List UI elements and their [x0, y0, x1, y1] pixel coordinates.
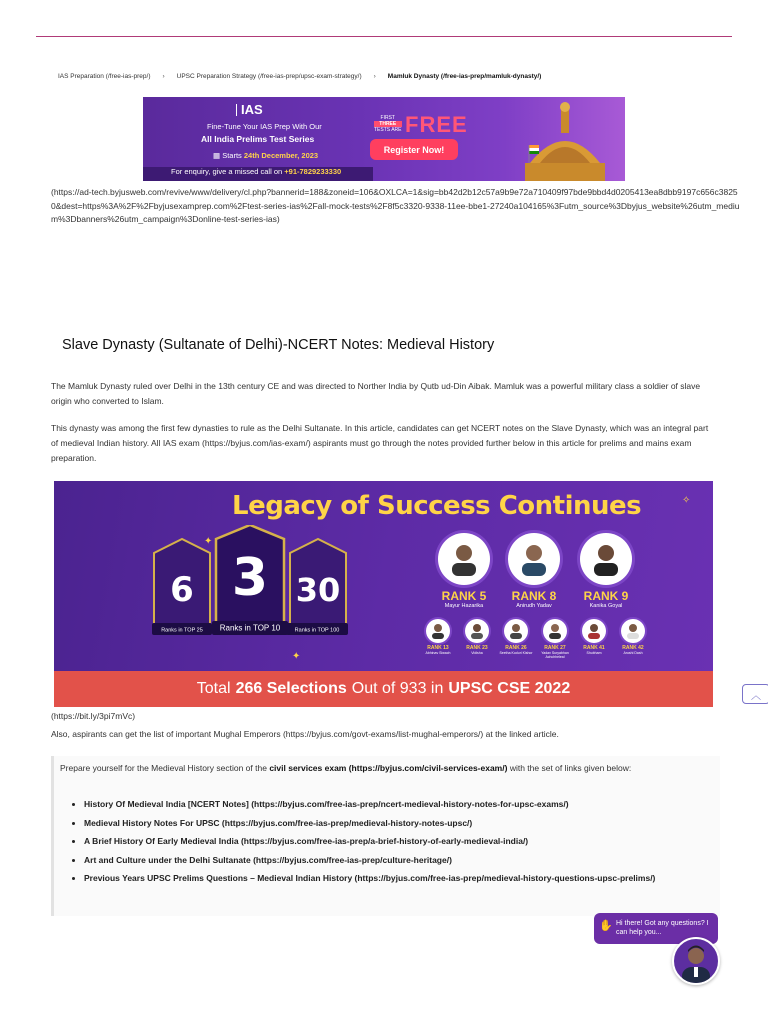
ranker-avatar [582, 619, 606, 643]
topper-avatar [508, 533, 560, 585]
chevron-up-icon: ︿ [751, 690, 761, 702]
assistant-person-icon [674, 939, 718, 983]
ranker-avatar [543, 619, 567, 643]
list-item-link[interactable]: • A Brief History Of Early Medieval India (https://byjus.com/free-ias-prep/a-brief-history-of-early-medieval-india/) [84, 834, 704, 850]
breadcrumb-ias-preparation[interactable]: IAS Preparation (/free-ias-prep/) [58, 73, 151, 80]
person-icon [587, 623, 601, 639]
links-intro-end: with the set of links given below: [509, 763, 632, 773]
ranker-rank: RANK 27 [544, 645, 566, 651]
links-box-intro [60, 761, 700, 776]
mughal-emperors-paragraph: Also, aspirants can get the list of important Mughal Emperors (https://byjus.com/govt-exams/list-mughal-emperors/) at the linked article. [51, 729, 559, 739]
ranker-name: Vidisha [471, 651, 483, 655]
breadcrumb-separator: › [162, 73, 165, 80]
ad-phone-number: +91-7829233330 [284, 167, 342, 176]
ranker-name: Yadav Suryabhan Achchheleal [541, 651, 569, 659]
logo-divider [236, 104, 237, 116]
banner-link[interactable]: (https://bit.ly/3pi7mVc) [51, 711, 136, 721]
ranker-name: Arushi Dash [623, 651, 643, 655]
intro-paragraph: The Mamluk Dynasty ruled over Delhi in the 13th century CE and was directed to Norther India by Qutb ud-Din Aibak. Mamluk was a powerful military class a soldier of slave origin who converted to Islam. [51, 381, 701, 406]
ranker-name: Shubham [586, 651, 602, 655]
person-icon [449, 542, 479, 576]
podium-caption-top10: Ranks in TOP 10 [219, 623, 281, 633]
medieval-history-links-list [66, 797, 704, 890]
success-banner-title: Legacy of Success Continues [232, 491, 642, 521]
register-now-button[interactable]: Register Now! [370, 139, 458, 160]
topper-avatar [438, 533, 490, 585]
dynasty-paragraph: This dynasty was among the first few dynasties to rule as the Delhi Sultanate. In this article, candidates can get NCERT notes on the Slave Dynasty, which was an integral part of medieval Indian history. All IAS exam (https://byjus.com/ias-exam/) aspirants must go through the notes provided further below in this article for prelims and mains exam preparation. [51, 423, 709, 463]
topper-card [434, 533, 494, 609]
calendar-icon: ▦ [213, 151, 221, 160]
ranker-avatar [621, 619, 645, 643]
ranker-rank: RANK 42 [622, 645, 644, 651]
person-icon [519, 542, 549, 576]
topper-name: Kanika Goyal [589, 603, 623, 609]
sparkle-icon: ✦ [292, 651, 301, 662]
ranker-card [613, 619, 653, 655]
list-item-link[interactable]: • History Of Medieval India [NCERT Notes] (https://byjus.com/free-ias-prep/ncert-medieval-history-notes-for-upsc-exams/) [84, 797, 704, 813]
podium-caption-top25: Ranks in TOP 25 [161, 627, 203, 634]
ad-starts-label: Starts [222, 151, 242, 160]
ad-delivery-link[interactable]: (https://ad-tech.byjusweb.com/revive/www/delivery/cl.php?bannerid=188&zoneid=106&OXLCA=1&sig=bb42d2b12c57a9b9e72a710409f97bde9bbd4d0205413ea8dbb9197c656c38250&dest=https%3A%2F%2Fbyjusexamprep.com%2Ftest-series-ias%2Fall-mock-tests%2F8f5c3320-9338-11ee-bbe1-27240a104165%3Futm_source%3Dbyjus_website%26utm_medium%3Dbanners%26utm_campaign%3Donline-test-series-ias) [51, 187, 740, 224]
footer-out-of: Out of 933 in [351, 680, 444, 697]
person-icon [509, 623, 523, 639]
breadcrumb [58, 73, 541, 80]
ranker-avatar [465, 619, 489, 643]
breadcrumb-separator: › [373, 73, 376, 80]
topper-rank: RANK 5 [441, 589, 487, 603]
list-item-link[interactable]: • Art and Culture under the Delhi Sultanate (https://byjus.com/free-ias-prep/culture-heritage/) [84, 853, 704, 869]
topper-name: Mayur Hazarika [444, 603, 484, 609]
article-title: Slave Dynasty (Sultanate of Delhi)-NCERT Notes: Medieval History [62, 337, 495, 353]
ad-tagline: Fine-Tune Your IAS Prep With Our [207, 122, 322, 131]
podium-value-top100: 30 [295, 571, 341, 609]
first-label: FIRST [380, 115, 395, 121]
test-series-ad-banner[interactable] [143, 97, 625, 181]
ad-start-date [213, 151, 318, 160]
breadcrumb-current: Mamluk Dynasty (/free-ias-prep/mamluk-dynasty/) [387, 73, 542, 80]
scroll-to-top-button[interactable] [742, 684, 768, 704]
first-three-tests-label [374, 115, 402, 133]
person-icon [470, 623, 484, 639]
ad-enquiry [171, 167, 341, 176]
ranker-card [418, 619, 458, 655]
topper-avatar [580, 533, 632, 585]
breadcrumb-upsc-strategy[interactable]: UPSC Preparation Strategy (/free-ias-prep/upsc-exam-strategy/) [176, 73, 362, 80]
footer-selections: 266 Selections [235, 680, 347, 697]
topper-rank: RANK 9 [583, 589, 629, 603]
sparkle-icon: ✦ [204, 536, 213, 547]
ranker-card [457, 619, 497, 655]
ranker-rank: RANK 13 [427, 645, 449, 651]
ranker-name: Seetha Koduri Kishor [499, 651, 533, 655]
footer-total-label: Total [196, 680, 231, 697]
three-label: THREE [374, 121, 402, 127]
civil-services-exam-link[interactable]: civil services exam (https://byjus.com/civil-services-exam/) [269, 763, 508, 773]
parliament-dome-illustration [515, 101, 615, 181]
medieval-history-links-box [51, 756, 720, 916]
ranker-card [574, 619, 614, 655]
podium-value-top10: 3 [231, 548, 269, 608]
person-icon [626, 623, 640, 639]
selections-footer [54, 671, 713, 707]
person-icon [591, 542, 621, 576]
sparkle-icon: ✧ [682, 495, 691, 506]
chat-assistant-avatar[interactable] [672, 937, 720, 985]
footer-exam: UPSC CSE 2022 [448, 680, 571, 697]
tests-are-label: TESTS ARE [374, 127, 402, 133]
waving-hand-icon: ✋ [599, 920, 613, 932]
links-intro-start: Prepare yourself for the Medieval History section of the [60, 763, 267, 773]
list-item-link[interactable]: • Medieval History Notes For UPSC (https://byjus.com/free-ias-prep/medieval-history-notes-upsc/) [84, 816, 704, 832]
ad-starts-date: 24th December, 2023 [243, 151, 319, 160]
ranker-name: Abhinav Siwach [425, 651, 451, 655]
topper-card [576, 533, 636, 609]
ranker-avatar [504, 619, 528, 643]
podium-value-top25: 6 [170, 570, 194, 610]
topper-name: Anirudh Yadav [516, 603, 552, 609]
person-icon [431, 623, 445, 639]
ranker-rank: RANK 41 [583, 645, 605, 651]
ranks-podium [146, 525, 366, 655]
ranker-avatar [426, 619, 450, 643]
ranker-rank: RANK 23 [466, 645, 488, 651]
byjus-ias-logo [236, 102, 263, 117]
ad-headline: All India Prelims Test Series [201, 134, 315, 144]
header-divider [36, 36, 732, 37]
ranker-card [535, 619, 575, 659]
podium-caption-top100: Ranks in TOP 100 [294, 627, 340, 634]
free-label: FREE [405, 112, 468, 137]
person-icon [548, 623, 562, 639]
ias-logo-text: IAS [241, 102, 263, 117]
topper-card [504, 533, 564, 609]
topper-rank: RANK 8 [511, 589, 557, 603]
ranker-card [496, 619, 536, 655]
ad-enquiry-text: For enquiry, give a missed call on [171, 167, 283, 176]
legacy-of-success-banner[interactable] [54, 481, 713, 707]
list-item-link[interactable]: • Previous Years UPSC Prelims Questions – Medieval Indian History (https://byjus.com/free-ias-prep/medieval-history-questions-upsc-prelims/) [84, 871, 704, 887]
ranker-rank: RANK 26 [505, 645, 527, 651]
chat-greeting-text: Hi there! Got any questions? I can help you... [616, 920, 709, 936]
